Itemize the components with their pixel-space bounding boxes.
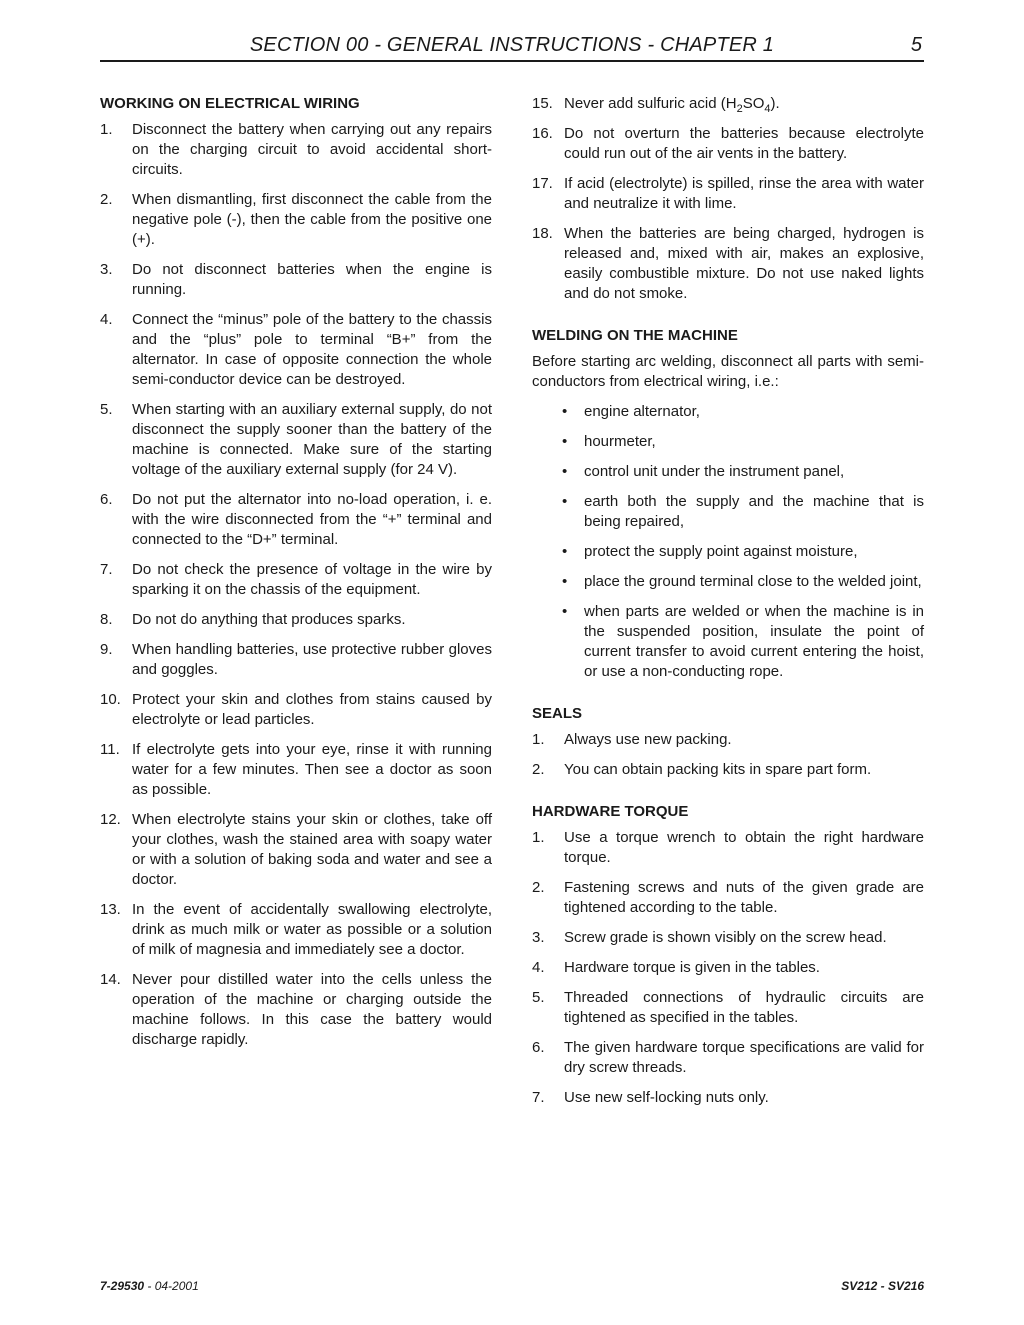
item-number: 7. (100, 561, 113, 578)
list-item (532, 1038, 924, 1078)
welding-intro: Before starting arc welding, disconnect all parts with semi-conductors from electrical wiring, i.e.: (532, 353, 924, 390)
item-number: 1. (532, 731, 545, 748)
list-item (100, 120, 492, 180)
page-header (100, 30, 924, 62)
model-names: SV212 - SV216 (841, 1279, 924, 1293)
right-column (532, 94, 924, 1118)
seals-list (532, 730, 924, 780)
item-text: If electrolyte gets into your eye, rinse it with running water for a few minutes. Then see a doctor as soon as possible. (132, 741, 492, 798)
list-item (532, 760, 924, 780)
item-text: When starting with an auxiliary external supply, do not disconnect the supply sooner than the battery of the machine is connected. Make sure of the starting voltage of the auxiliary external supply (for 24 V). (132, 401, 492, 478)
item-number: 17. (532, 175, 553, 192)
welding-section (532, 326, 924, 682)
item-text: Do not put the alternator into no-load operation, i. e. with the wire disconnected from the “+” terminal and connected to the “D+” terminal. (132, 491, 492, 548)
item-number: 6. (532, 1039, 545, 1056)
bullet-icon: • (562, 493, 568, 510)
item-text: engine alternator, (584, 403, 700, 420)
list-item (100, 900, 492, 960)
item-number: 3. (100, 261, 113, 278)
item-text: Use a torque wrench to obtain the right hardware torque. (564, 829, 924, 866)
item-number: 2. (532, 879, 545, 896)
item-text: The given hardware torque specifications are valid for dry screw threads. (564, 1039, 924, 1076)
item-text: You can obtain packing kits in spare part form. (564, 761, 872, 778)
list-item (100, 190, 492, 250)
bullet-icon: • (562, 463, 568, 480)
item-text: In the event of accidentally swallowing electrolyte, drink as much milk or water as possible or a solution of milk of magnesia and immediately see a doctor. (132, 901, 492, 958)
item-text: Fastening screws and nuts of the given grade are tightened according to the table. (564, 879, 924, 916)
document-code: 7-29530 - 04-2001 (100, 1279, 199, 1293)
item-number: 2. (532, 761, 545, 778)
item-number: 5. (100, 401, 113, 418)
list-item (100, 690, 492, 730)
list-item (100, 740, 492, 800)
bullet-item (532, 402, 924, 422)
bullet-item (532, 572, 924, 592)
item-text: Never pour distilled water into the cells unless the operation of the machine or charging outside the machine follows. In this case the battery would discharge rapidly. (132, 971, 492, 1048)
list-item (100, 310, 492, 390)
item-number: 1. (532, 829, 545, 846)
bullet-icon: • (562, 433, 568, 450)
item-text: Use new self-locking nuts only. (564, 1089, 769, 1106)
list-item (100, 810, 492, 890)
bullet-item (532, 462, 924, 482)
list-item (100, 970, 492, 1050)
bullet-icon: • (562, 573, 568, 590)
item-text: place the ground terminal close to the welded joint, (584, 573, 922, 590)
item-text: Do not check the presence of voltage in the wire by sparking it on the chassis of the equipment. (132, 561, 492, 598)
list-item (532, 224, 924, 304)
item-number: 8. (100, 611, 113, 628)
bullet-item (532, 542, 924, 562)
item-text: Do not disconnect batteries when the engine is running. (132, 261, 492, 298)
item-number: 5. (532, 989, 545, 1006)
item-number: 16. (532, 125, 553, 142)
section-heading-torque: HARDWARE TORQUE (532, 803, 689, 820)
item-number: 10. (100, 691, 121, 708)
list-item (100, 610, 492, 630)
item-number: 2. (100, 191, 113, 208)
list-item (532, 988, 924, 1028)
electrical-list-continued-2 (532, 124, 924, 304)
section-heading-welding: WELDING ON THE MACHINE (532, 327, 738, 344)
list-item (532, 124, 924, 164)
torque-section (532, 802, 924, 1108)
item-text: Always use new packing. (564, 731, 732, 748)
item-text: Screw grade is shown visibly on the screw head. (564, 929, 887, 946)
bullet-item (532, 602, 924, 682)
section-heading-electrical: WORKING ON ELECTRICAL WIRING (100, 95, 360, 112)
item-text: Never add sulfuric acid $(H_2SO_4)$. (564, 95, 780, 115)
item-number: 6. (100, 491, 113, 508)
item-text: when parts are welded or when the machine is in the suspended position, insulate the point of current transfer to avoid current entering the hoist, or use a non-conducting rope. (584, 603, 924, 680)
bullet-icon: • (562, 543, 568, 560)
header-title: SECTION 00 - GENERAL INSTRUCTIONS - CHAPTER 1 (249, 34, 775, 56)
list-item (532, 928, 924, 948)
welding-bullet-list (532, 402, 924, 682)
item-number: 4. (532, 959, 545, 976)
list-item (532, 828, 924, 868)
list-item (100, 560, 492, 600)
list-item (532, 94, 924, 114)
item-text: When handling batteries, use protective rubber gloves and goggles. (132, 641, 492, 678)
list-item (532, 730, 924, 750)
item-number: 4. (100, 311, 113, 328)
item-text: hourmeter, (584, 433, 656, 450)
item-number: 15. (532, 95, 553, 112)
item-text: If acid (electrolyte) is spilled, rinse the area with water and neutralize it with lime. (564, 175, 924, 212)
page-number: 5 (910, 34, 922, 56)
list-item (532, 1088, 924, 1108)
list-item (100, 400, 492, 480)
item-text: When dismantling, first disconnect the cable from the negative pole (-), then the cable from the positive one (+). (132, 191, 492, 248)
bullet-item (532, 432, 924, 452)
seals-section (532, 704, 924, 780)
item-text: Connect the “minus” pole of the battery to the chassis and the “plus” pole to terminal “B+” from the alternator. In case of opposite connection the whole semi-conductor device can be destroyed. (132, 311, 492, 388)
item-number: 11. (100, 741, 120, 758)
item-number: 13. (100, 901, 121, 918)
bullet-item (532, 492, 924, 532)
bullet-icon: • (562, 403, 568, 420)
item-text: Disconnect the battery when carrying out any repairs on the charging circuit to avoid accidental short-circuits. (132, 121, 492, 178)
item-number: 7. (532, 1089, 545, 1106)
item-text: Hardware torque is given in the tables. (564, 959, 820, 976)
list-item (100, 490, 492, 550)
item-text: When the batteries are being charged, hydrogen is released and, mixed with air, makes an explosive, easily combustible mixture. Do not use naked lights and do not smoke. (564, 225, 924, 302)
item-number: 18. (532, 225, 553, 242)
list-item (100, 260, 492, 300)
list-item (532, 174, 924, 214)
item-text: control unit under the instrument panel, (584, 463, 845, 480)
item-text: Threaded connections of hydraulic circuits are tightened as specified in the tables. (564, 989, 924, 1026)
item-text: Protect your skin and clothes from stains caused by electrolyte or lead particles. (132, 691, 492, 728)
item-number: 12. (100, 811, 121, 828)
list-item (532, 878, 924, 918)
item-text: Do not do anything that produces sparks. (132, 611, 406, 628)
item-number: 1. (100, 121, 113, 138)
item-text: protect the supply point against moisture, (584, 543, 858, 560)
item-number: 3. (532, 929, 545, 946)
section-heading-seals: SEALS (532, 705, 583, 722)
list-item (100, 640, 492, 680)
item-text: Do not overturn the batteries because electrolyte could run out of the air vents in the battery. (564, 125, 924, 162)
torque-list (532, 828, 924, 1108)
item-text: earth both the supply and the machine that is being repaired, (584, 493, 924, 530)
item-number: 14. (100, 971, 121, 988)
list-item (532, 958, 924, 978)
bullet-icon: • (562, 603, 568, 620)
item-number: 9. (100, 641, 113, 658)
electrical-list-continued (532, 94, 924, 114)
left-column (100, 94, 492, 1060)
item-text: When electrolyte stains your skin or clothes, take off your clothes, wash the stained area with soapy water or with a solution of baking soda and water and see a doctor. (132, 811, 492, 888)
electrical-list (100, 120, 492, 1050)
